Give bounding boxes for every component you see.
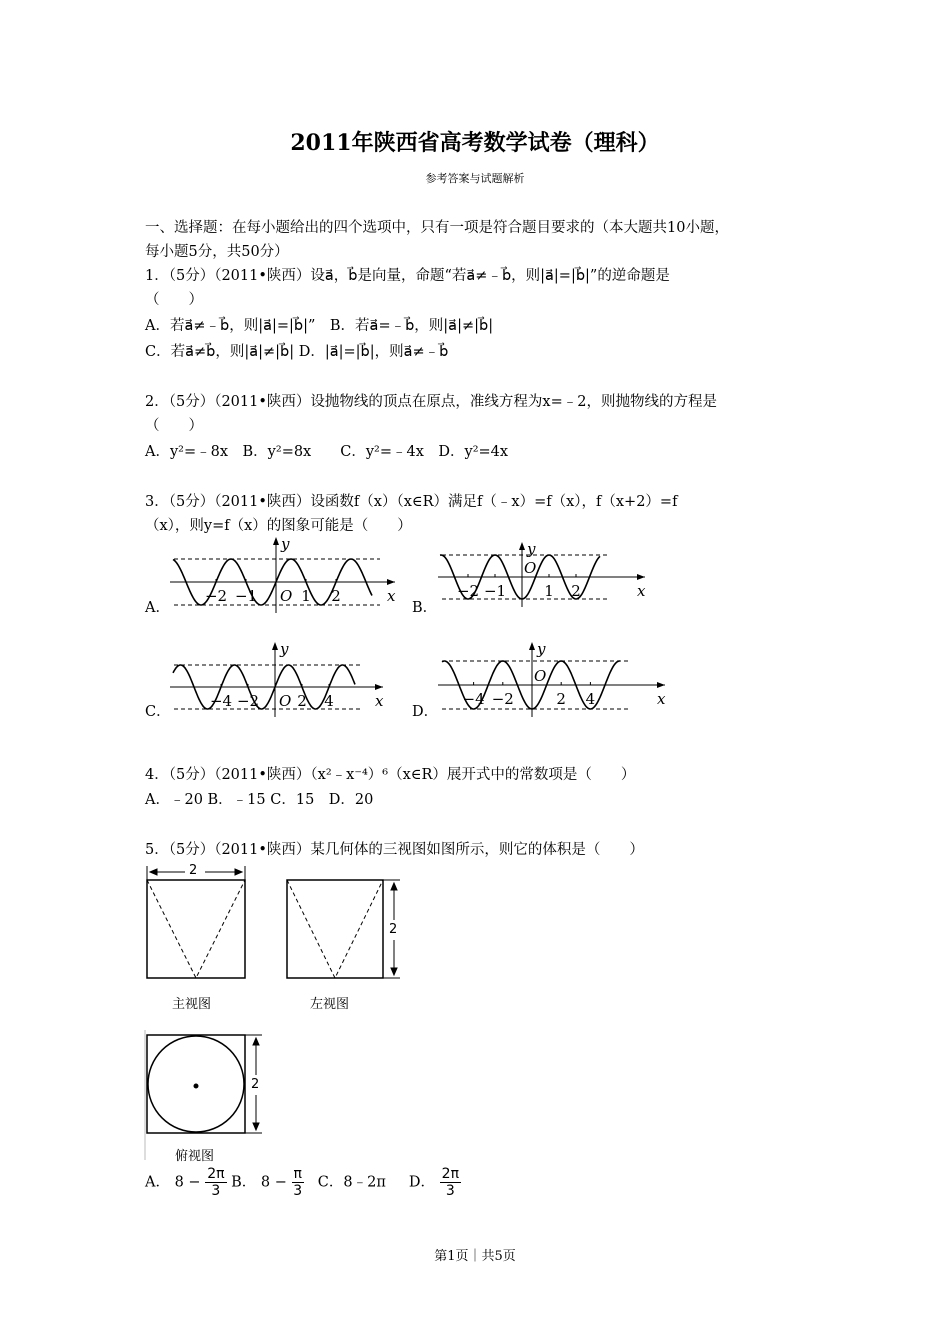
x-tick-label: −4 bbox=[209, 692, 233, 710]
x-tick-label: −4 bbox=[462, 690, 485, 708]
top-view-label: 俯视图 bbox=[175, 1149, 215, 1164]
x-tick-label: 2 bbox=[556, 690, 566, 708]
q5-stem: 5．（5分）（2011•陕西）某几何体的三视图如图所示，则它的体积是（ ） bbox=[145, 842, 644, 858]
x-tick-label: −2 bbox=[491, 690, 514, 708]
x-tick-label: 4 bbox=[585, 690, 596, 708]
front-view-label: 主视图 bbox=[172, 997, 212, 1012]
x-tick-label: 1 bbox=[544, 582, 554, 600]
top-view bbox=[145, 1030, 262, 1160]
q5-option-c-label: C． bbox=[317, 1174, 344, 1191]
q3-label-d: D． bbox=[412, 704, 439, 720]
q3-label-c: C． bbox=[145, 704, 171, 720]
section-heading: 一、选择题：在每小题给出的四个选项中，只有一项是符合题目要求的（本大题共10小题， bbox=[145, 220, 729, 236]
q4-options: A．﹣20 B．﹣15 C．15 D．20 bbox=[145, 792, 374, 808]
origin-label: O bbox=[279, 692, 292, 710]
q2-paren: （ ） bbox=[145, 418, 203, 434]
y-axis-label: y bbox=[537, 640, 546, 658]
side-view-label: 左视图 bbox=[310, 997, 350, 1012]
origin-label: O bbox=[280, 587, 293, 605]
x-axis-label: x bbox=[657, 690, 666, 708]
x-tick-label: 2 bbox=[571, 582, 581, 600]
side-view bbox=[287, 880, 400, 978]
q4-stem: 4．（5分）（2011•陕西）（x²﹣x⁻⁴）⁶（x∈R）展开式中的常数项是（ ） bbox=[145, 767, 636, 783]
x-axis-label: x bbox=[387, 587, 396, 605]
front-view bbox=[147, 866, 245, 978]
side-dim-label: 2 bbox=[389, 922, 398, 937]
q3-stem: 3．（5分）（2011•陕西）设函数f（x）（x∈R）满足f（﹣x）=f（x），f（x+2）=f bbox=[145, 494, 678, 510]
origin-label: O bbox=[524, 559, 537, 577]
fraction-a: $\frac{2\pi}{3}$ bbox=[207, 1166, 225, 1199]
x-tick-label: 2 bbox=[297, 692, 307, 710]
y-axis-label: y bbox=[527, 540, 536, 558]
q5-option-b-prefix: 8 − bbox=[260, 1174, 287, 1191]
y-axis-label: y bbox=[280, 640, 289, 658]
q1-options-ab: A．若a⃗≠﹣b⃗，则|a⃗|=|b⃗|” B．若a⃗=﹣b⃗，则|a⃗|≠|b⃗| bbox=[145, 318, 494, 334]
q5-option-b-label: B． bbox=[231, 1174, 257, 1191]
q3-label-a: A． bbox=[145, 600, 170, 616]
q5-option-a-label: A． bbox=[145, 1174, 170, 1191]
page-footer: 第1页｜共5页 bbox=[434, 1249, 516, 1264]
x-tick-label: −1 bbox=[234, 587, 258, 605]
q1-stem: 1．（5分）（2011•陕西）设a⃗，b⃗是向量，命题“若a⃗≠﹣b⃗，则|a⃗|=|b⃗|”的逆命题是 bbox=[145, 268, 670, 284]
q5-option-a-prefix: 8 − bbox=[174, 1174, 201, 1191]
x-axis-label: x bbox=[637, 582, 646, 600]
x-tick-label: −2 bbox=[456, 582, 480, 600]
q5-option-c-text: 8﹣2π bbox=[343, 1174, 386, 1191]
x-tick-label: −2 bbox=[204, 587, 228, 605]
q3-stem-cont: （x），则y=f（x）的图象可能是（ ） bbox=[145, 518, 412, 534]
y-axis-label: y bbox=[281, 535, 290, 553]
x-tick-label: 2 bbox=[331, 587, 341, 605]
q3-label-b: B． bbox=[412, 600, 438, 616]
section-heading-cont: 每小题5分，共50分） bbox=[145, 244, 289, 260]
top-dim-label: 2 bbox=[251, 1077, 260, 1092]
origin-label: O bbox=[534, 667, 547, 685]
x-tick-label: −1 bbox=[483, 582, 507, 600]
x-tick-label: 4 bbox=[324, 692, 334, 710]
x-tick-label: 1 bbox=[301, 587, 311, 605]
page-subtitle: 参考答案与试题解析 bbox=[425, 172, 525, 185]
fraction-b: $\frac{\pi}{3}$ bbox=[293, 1166, 303, 1199]
q2-stem: 2．（5分）（2011•陕西）设抛物线的顶点在原点，准线方程为x=﹣2，则抛物线的方程是 bbox=[145, 394, 717, 410]
q5-option-d-label: D． bbox=[408, 1174, 436, 1191]
q2-options: A．y²=﹣8x B．y²=8x C．y²=﹣4x D．y²=4x bbox=[145, 444, 509, 460]
x-tick-label: −2 bbox=[236, 692, 260, 710]
q5-options bbox=[145, 1166, 461, 1199]
page-title: 2011年陕西省高考数学试卷（理科） bbox=[290, 130, 660, 156]
fraction-d: $\frac{2\pi}{3}$ bbox=[441, 1166, 459, 1199]
x-axis-label: x bbox=[375, 692, 384, 710]
front-dim-label: 2 bbox=[189, 863, 198, 878]
q1-paren: （ ） bbox=[145, 292, 203, 308]
q1-options-cd: C．若a⃗≠b⃗，则|a⃗|≠|b⃗| D．|a⃗|=|b⃗|，则a⃗≠﹣b⃗ bbox=[145, 344, 449, 360]
